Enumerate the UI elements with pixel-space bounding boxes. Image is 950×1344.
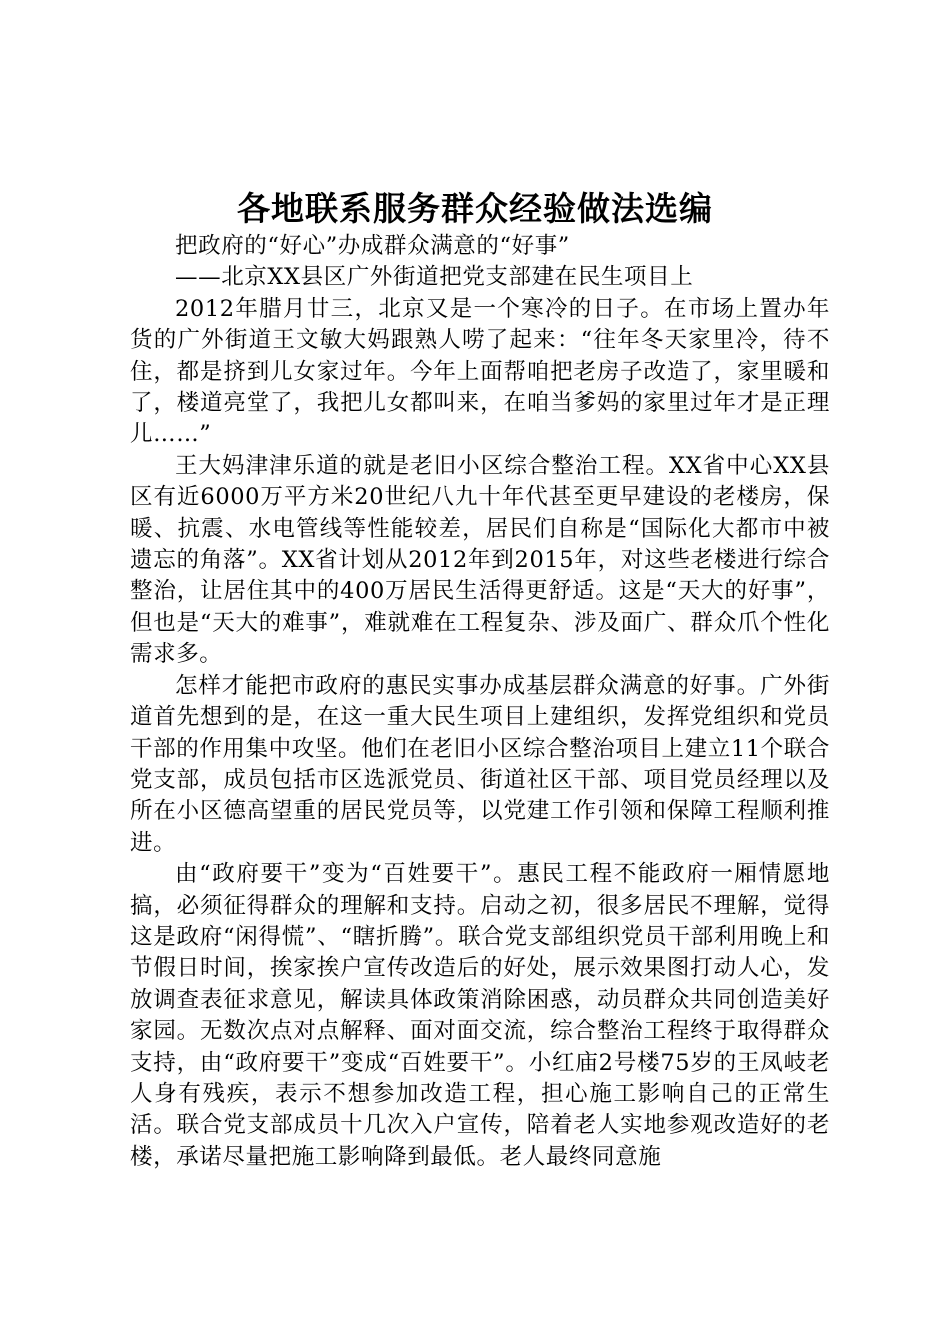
subtitle-line-2: ——北京XX县区广外街道把党支部建在民生项目上	[175, 264, 694, 291]
document-body	[130, 231, 830, 1173]
paragraph: 由“政府要干”变为“百姓要干”。惠民工程不能政府一厢情愿地搞，必须征得群众的理解和支持。启动之初，很多居民不理解，觉得这是政府“闲得慌”、“瞎折腾”。联合党支部组织党员干部利用晚上和节假日时间，挨家挨户宣传改造后的好处，展示效果图打动人心，发放调查表征求意见，解读具体政策消除困惑，动员群众共同创造美好家园。无数次点对点解释、面对面交流，综合整治工程终于取得群众支持，由“政府要干”变成“百姓要干”。小红庙2号楼75岁的王凤岐老人身有残疾，表示不想参加改造工程，担心施工影响自己的正常生活。联合党支部成员十几次入户宣传，陪着老人实地参观改造好的老楼，承诺尽量把施工影响降到最低。老人最终同意施	[130, 861, 830, 1170]
subtitle-line-1: 把政府的“好心”办成群众满意的“好事”	[175, 233, 570, 259]
paragraph: 怎样才能把市政府的惠民实事办成基层群众满意的好事。广外街道首先想到的是，在这一重大民生项目上建组织，发挥党组织和党员干部的作用集中攻坚。他们在老旧小区综合整治项目上建立11个联合党支部，成员包括市区选派党员、街道社区干部、项目党员经理以及所在小区德高望重的居民党员等，以党建工作引领和保障工程顺利推进。	[130, 672, 830, 856]
document-title: 各地联系服务群众经验做法选编	[237, 189, 713, 228]
paragraph: 2012年腊月廿三，北京又是一个寒冷的日子。在市场上置办年货的广外街道王文敏大妈跟熟人唠了起来：“往年冬天家里冷，待不住，都是挤到儿女家过年。今年上面帮咱把老房子改造了，家里暖和了，楼道亮堂了，我把儿女都叫来，在咱当爹妈的家里过年才是正理儿……”	[130, 295, 830, 448]
paragraph: 王大妈津津乐道的就是老旧小区综合整治工程。XX省中心XX县区有近6000万平方米20世纪八九十年代甚至更早建设的老楼房，保暖、抗震、水电管线等性能较差，居民们自称是“国际化大都市中被遗忘的角落”。XX省计划从2012年到2015年，对这些老楼进行综合整治，让居住其中的400万居民生活得更舒适。这是“天大的好事”，但也是“天大的难事”，难就难在工程复杂、涉及面广、群众爪个性化需求多。	[130, 452, 830, 668]
